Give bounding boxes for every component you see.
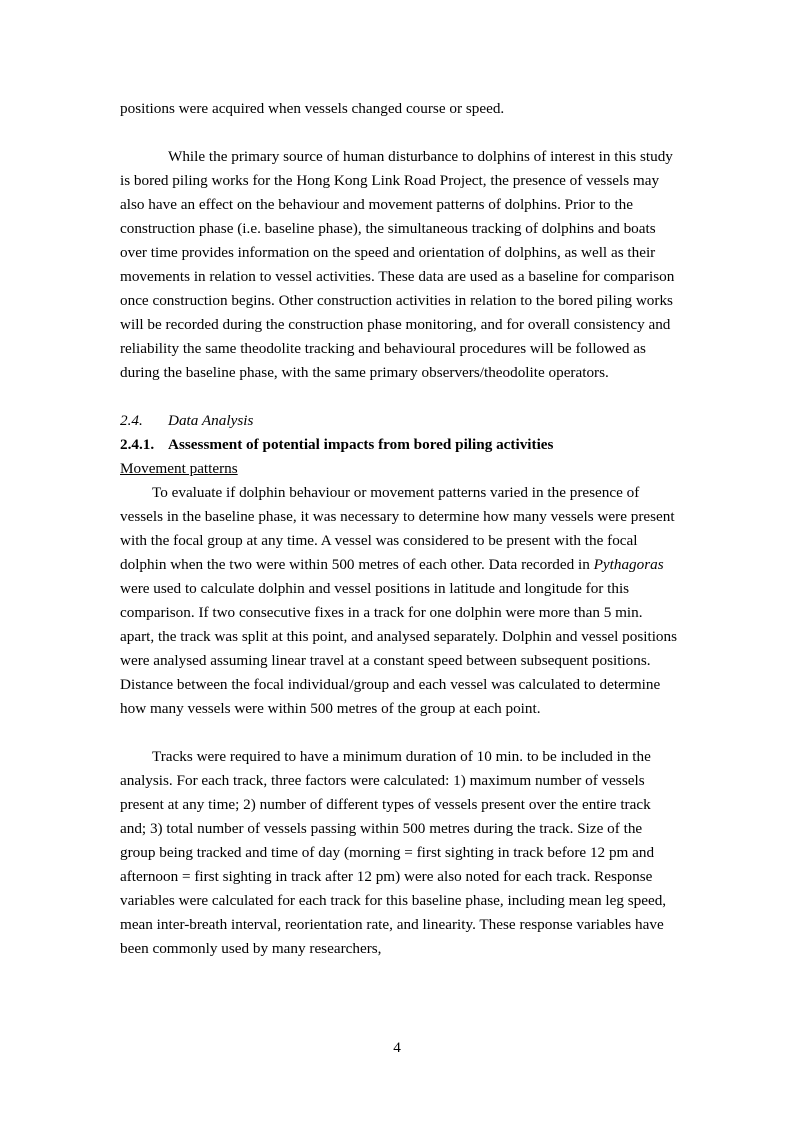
section-title: Data Analysis [168,412,254,429]
paragraph-positions: positions were acquired when vessels changed course or speed. [120,100,505,117]
paragraph-track-requirements: Tracks were required to have a minimum duration of 10 min. to be included in the analysis. For each track, three factors were calculated: 1) maximum number of vessels present at any time; 2) number of different types of vessels present over the entire track and; 3) total number of vessels passing within 500 metres during the track. Size of the group being tracked and time of day (morning = first sighting in track before 12 pm and afternoon = first sighting in track after 12 pm) were also noted for each track. Response variables were calculated for each track for this baseline phase, including mean leg speed, mean inter-breath interval, reorientation rate, and linearity. These response variables have been commonly used by many researchers, [120,748,667,957]
paragraph-gap [120,385,680,409]
paragraph-gap [120,721,680,745]
paragraph-evaluate-text-start: To evaluate if dolphin behaviour or movement patterns varied in the presence of vessels in the baseline phase, it was necessary to determine how many vessels were present with the focal group at any time. A vessel was considered to be present with the focal dolphin when the two were within 500 metres of each other. Data recorded in [120,484,675,573]
paragraph-evaluate-text-end: were used to calculate dolphin and vessel positions in latitude and longitude for this comparison. If two consecutive fixes in a track for one dolphin were more than 5 min. apart, the track was split at this point, and analysed separately. Dolphin and vessel positions were analysed assuming linear travel at a constant speed between subsequent positions. Distance between the focal individual/group and each vessel was calculated to determine how many vessels were within 500 metres of the group at each point. [120,580,678,717]
section-heading-data-analysis [120,409,680,433]
heading-movement-patterns: Movement patterns [120,460,238,477]
subsection-heading-impacts [120,433,680,457]
software-name-pythagoras: Pythagoras [593,556,664,573]
subsection-title: Assessment of potential impacts from bored piling activities [168,436,554,453]
section-number: 2.4. [120,412,143,429]
subsection-number: 2.4.1. [120,436,155,453]
paragraph-gap [120,121,680,145]
document-page [120,97,680,961]
paragraph-human-disturbance: While the primary source of human disturbance to dolphins of interest in this study is bored piling works for the Hong Kong Link Road Project, the presence of vessels may also have an effect on the behaviour and movement patterns of dolphins. Prior to the construction phase (i.e. baseline phase), the simultaneous tracking of dolphins and boats over time provides information on the speed and orientation of dolphins, as well as their movements in relation to vessel activities. These data are used as a baseline for comparison once construction begins. Other construction activities in relation to the bored piling works will be recorded during the construction phase monitoring, and for overall consistency and reliability the same theodolite tracking and behavioural procedures will be followed as during the baseline phase, with the same primary observers/theodolite operators. [120,148,675,381]
page-number: 4 [393,1039,401,1056]
paragraph-evaluate-behaviour [120,481,680,721]
